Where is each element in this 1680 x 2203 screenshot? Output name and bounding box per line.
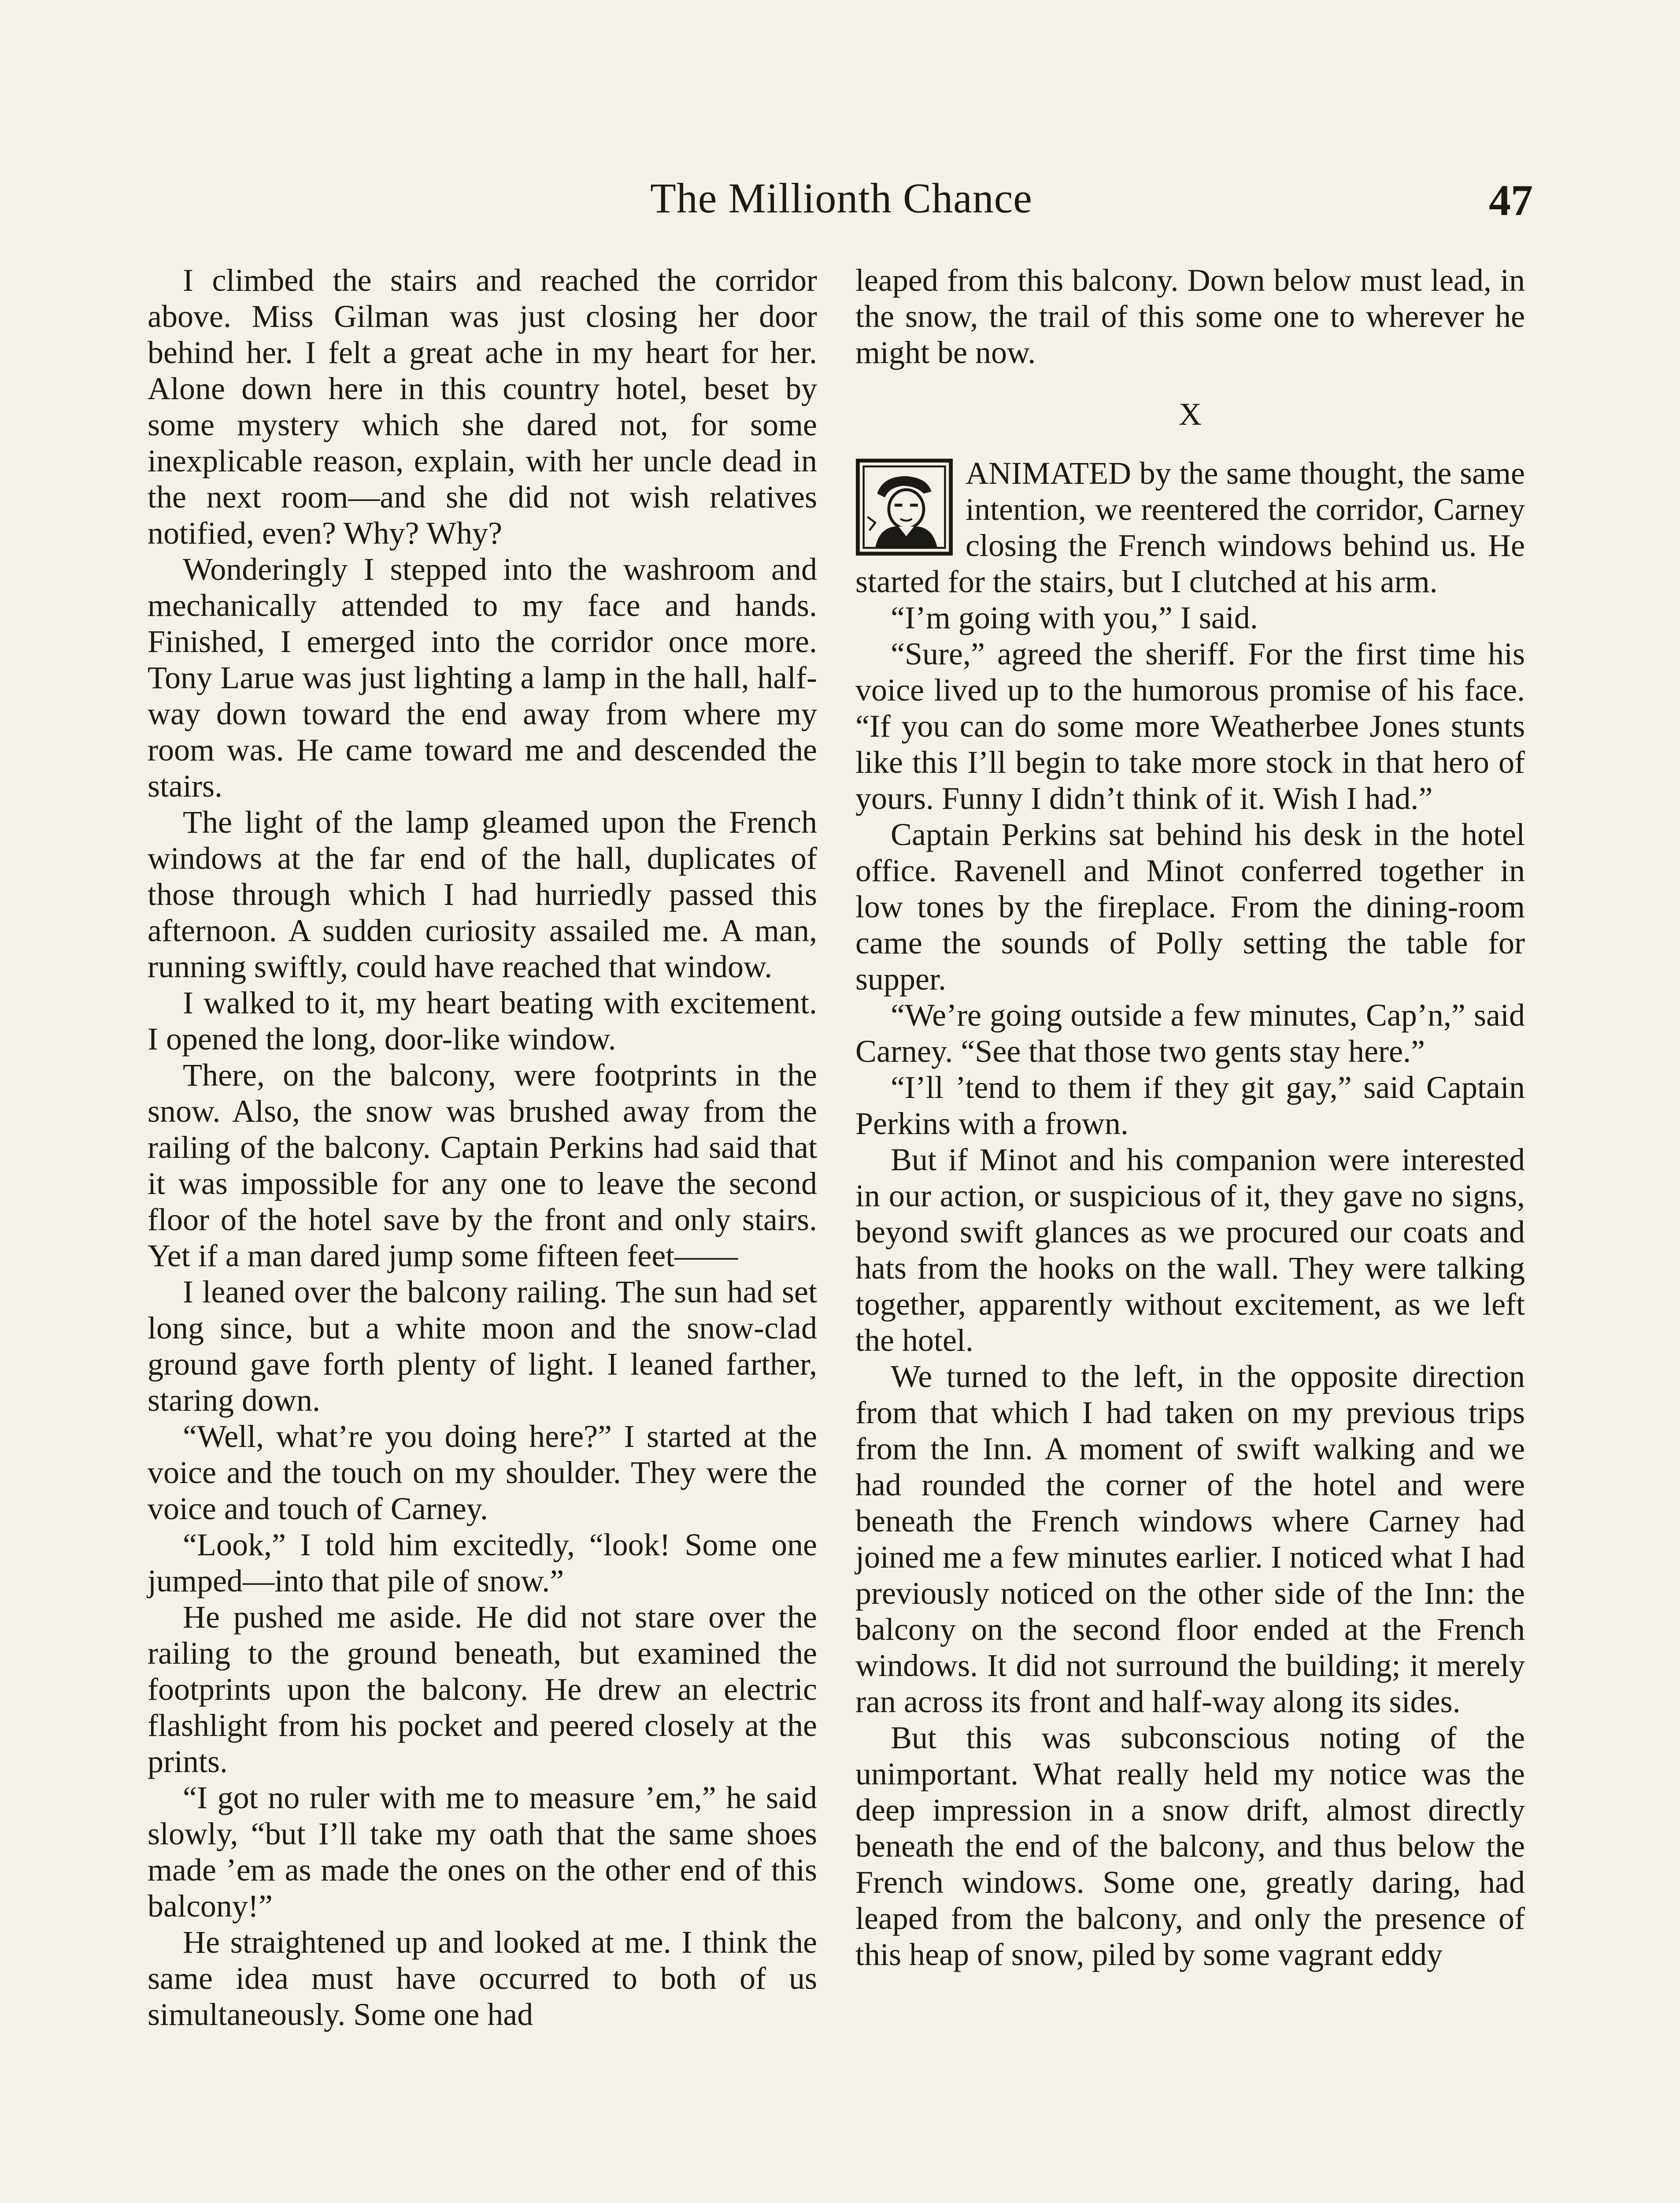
paragraph: “Sure,” agreed the sheriff. For the first time his voice lived up to the humorous promise of his face. “If you can do some more Weatherbee Jones stunts like this I’ll begin to take more stock in that hero of yours. Funny I didn’t think of it. Wish I had.”: [855, 636, 1525, 816]
paragraph: I leaned over the balcony railing. The sun had set long since, but a white moon and the snow-clad ground gave forth plenty of light. I leaned farther, staring down.: [148, 1274, 817, 1418]
paragraph: There, on the balcony, were footprints in the snow. Also, the snow was brushed away from the railing of the balcony. Captain Perkins had said that it was impossible for any one to leave the second floor of the hotel save by the front and only stairs. Yet if a man dared jump some fifteen feet——: [148, 1057, 817, 1273]
paragraph: I walked to it, my heart beating with excitement. I opened the long, door-like window.: [148, 985, 817, 1057]
paragraph: He straightened up and looked at me. I think the same idea must have occurred to both of us simultaneously. Some one had: [148, 1925, 817, 2032]
paragraph: “We’re going outside a few minutes, Cap’n,” said Carney. “See that those two gents stay here.”: [855, 998, 1525, 1069]
paragraph: “I’m going with you,” I said.: [891, 600, 1258, 635]
left-column: [148, 262, 817, 2032]
page-number: 47: [1489, 176, 1533, 225]
paragraph: “I got no ruler with me to measure ’em,” he said slowly, “but I’ll take my oath that the same shoes made ’em as made the ones on the other end of this balcony!”: [148, 1780, 817, 1924]
paragraph: But this was subconscious noting of the unimportant. What really held my notice was the deep impression in a snow drift, almost directly beneath the end of the balcony, and thus below the French windows. Some one, greatly daring, had leaped from the balcony, and only the presence of this heap of snow, piled by some vagrant eddy: [855, 1720, 1525, 1972]
paragraph: He pushed me aside. He did not stare over the railing to the ground beneath, but examined the footprints upon the balcony. He drew an electric flashlight from his pocket and peered closely at the prints.: [148, 1599, 817, 1779]
paragraph: We turned to the left, in the opposite direction from that which I had taken on my previous trips from the Inn. A moment of swift walking and we had rounded the corner of the hotel and were beneath the French windows where Carney had joined me a few minutes earlier. I noticed what I had previously noticed on the other side of the Inn: the balcony on the second floor ended at the French windows. It did not surround the building; it merely ran across its front and half-way along its sides.: [855, 1359, 1525, 1719]
drop-cap-portrait-icon: [855, 459, 953, 556]
right-column: [855, 262, 1525, 1973]
section-number: X: [1179, 397, 1202, 432]
running-title: The Millionth Chance: [650, 174, 1032, 222]
paragraph: “I’ll ’tend to them if they git gay,” said Captain Perkins with a frown.: [855, 1070, 1525, 1141]
paragraph: Captain Perkins sat behind his desk in the hotel office. Ravenell and Minot conferred together in low tones by the fireplace. From the dining-room came the sounds of Polly setting the table for supper.: [855, 817, 1525, 997]
paragraph: But if Minot and his companion were interested in our action, or suspicious of it, they gave no signs, beyond swift glances as we procured our coats and hats from the hooks on the wall. They were talking together, apparently without excitement, as we left the hotel.: [855, 1142, 1525, 1358]
paragraph: The light of the lamp gleamed upon the French windows at the far end of the hall, duplicates of those through which I had hurriedly passed this afternoon. A sudden curiosity assailed me. A man, running swiftly, could have reached that window.: [148, 805, 817, 984]
paragraph: “Look,” I told him excitedly, “look! Some one jumped—into that pile of snow.”: [148, 1527, 817, 1598]
paragraph: I climbed the stairs and reached the corridor above. Miss Gilman was just closing her door behind her. I felt a great ache in my heart for her. Alone down here in this country hotel, beset by some mystery which she dared not, for some inexplicable reason, explain, with her uncle dead in the next room—and she did not wish relatives notified, even? Why? Why?: [148, 263, 817, 551]
paragraph: Wonderingly I stepped into the washroom and mechanically attended to my face and hands. Finished, I emerged into the corridor once more. Tony Larue was just lighting a lamp in the hall, half-way down toward the end away from where my room was. He came toward me and descended the stairs.: [148, 552, 817, 804]
paragraph: “Well, what’re you doing here?” I started at the voice and the touch on my shoulder. They were the voice and touch of Carney.: [148, 1419, 817, 1526]
dropcap-paragraph: ANIMATED by the same thought, the same intention, we reentered the corridor, Carney closing the French windows behind us. He started for the stairs, but I clutched at his arm.: [855, 456, 1525, 599]
page-header: [150, 167, 1533, 238]
continuation-paragraph: leaped from this balcony. Down below must lead, in the snow, the trail of this some one to wherever he might be now.: [855, 263, 1525, 370]
illustrated-drop-cap-icon: [855, 459, 953, 556]
